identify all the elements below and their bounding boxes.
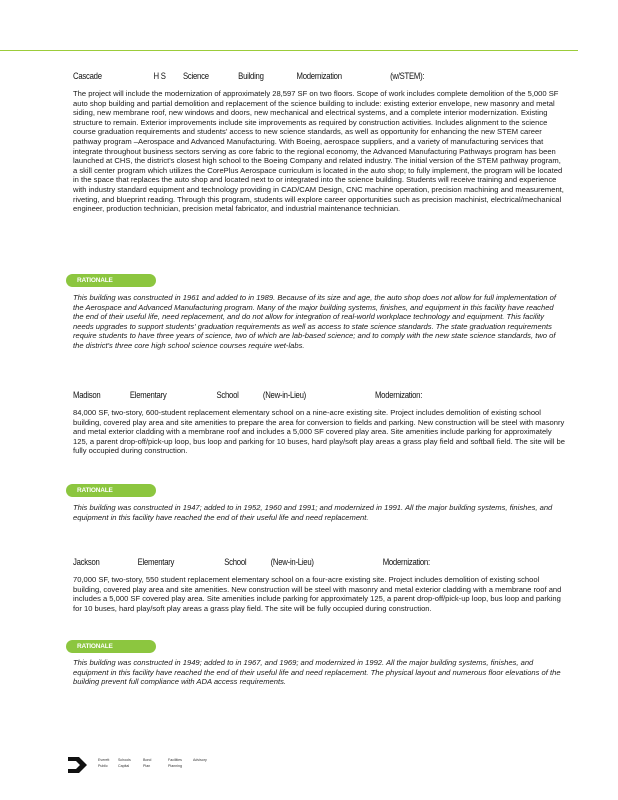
section-heading (73, 71, 496, 83)
section-jackson (73, 557, 565, 613)
footer-col-5 (193, 757, 207, 763)
heading-word: Building (238, 71, 264, 81)
footer-text: Everett (98, 758, 110, 762)
section-heading (73, 390, 496, 402)
footer-text: Plan (143, 764, 151, 768)
footer-text: Schools (118, 758, 131, 762)
district-logo-icon (67, 756, 89, 774)
rationale-badge: RATIONALE (66, 484, 156, 497)
rationale-badge: RATIONALE (66, 640, 156, 653)
section-madison (73, 390, 565, 456)
heading-word: Jackson (73, 557, 100, 567)
heading-word: (w/STEM): (390, 71, 425, 81)
heading-word: Elementary (137, 557, 175, 567)
heading-word: Modernization (296, 71, 342, 81)
heading-word: Science (183, 71, 209, 81)
section-body: 70,000 SF, two-story, 550 student replacement elementary school on a four-acre existing site. Project includes demolition of existing school building, covered play area and site amenities. New construction will be steel with masonry and metal exterior cladding with a membrane roof and includes a 5,000 SF covered play area. Site amenities include parking for approximately 125, a parent drop-off/pick-up loop, bus loop and parking for 10 buses, hard play/soft play areas a grass play field. The site will be fully occupied during construction. (73, 575, 562, 613)
heading-word: (New-in-Lieu) (262, 390, 306, 400)
footer-col-3 (143, 757, 151, 769)
rationale-text: This building was constructed in 1947; added to in 1952, 1960 and 1991; and modernized in 1991. All the major building systems, finishes, and equipment in this facility have reached the end of their useful life and need replacement. (73, 503, 553, 522)
section-cascade (73, 71, 565, 214)
footer-col-2 (118, 757, 131, 769)
heading-word: Modernization: (374, 390, 423, 400)
heading-word: School (224, 557, 247, 567)
heading-word: Madison (73, 390, 101, 400)
section-body: The project will include the modernization of approximately 28,597 SF on two floors. Scope of work includes complete demolition of the 5,000 SF auto shop building and partial demolition and replacement of the science building to include: existing exterior envelope, new masonry and metal siding, new membrane roof, new windows and doors, new mechanical and electrical systems, and a complete interior modernization. Existing structure to remain. Exterior improvements include site improvements as required by construction activities. Includes alignment to the science course graduation requirements and students' access to new science standards, as well as opportunity for enhancing the new STEM career pathway program –Aerospace and Advanced Manufacturing. With Boeing, aerospace suppliers, and a variety of manufacturing services that integrate throughout business sectors serving as core fabric to the regional economy, the Advanced Manufacturing Pathways program has been launched at CHS, the district's closest high school to the Boeing Company and related industry. The initial version of the STEM pathway program, a skill center program which utilizes the CorePlus Aerospace curriculum is located in the auto shop; to fully implement, the program will be located in the space that replaces the auto shop and located next to or integrated into the science building. Students will receive training and experience with industry standard equipment and technology providing in CAD/CAM Design, CNC machine operation, precision machining and measurement, riveting, and blueprint reading. Through this program, students will explore career opportunities such as precision machinist, electrical/mechanical engineer, production technician, precision metal fabricator, and industrial maintenance technician. (73, 89, 564, 214)
heading-word: H S (153, 71, 166, 81)
footer-text: Advisory (193, 758, 207, 762)
footer-col-4 (168, 757, 182, 769)
rationale-badge: RATIONALE (66, 274, 156, 287)
top-rule (0, 50, 578, 51)
footer-text: Planning (168, 764, 182, 768)
footer-text: Public (98, 764, 108, 768)
section-heading (73, 557, 496, 569)
rationale-text: This building was constructed in 1961 and added to in 1989. Because of its size and age, the auto shop does not allow for full implementation of the Aerospace and Advanced Manufacturing program. Many of the major building systems, finishes, and equipment in this facility have reached the end of their useful life, need replacement, and do not allow for integration of real-world workplace technology and equipment. This facility needs upgrades to support students' graduation requirements as well as access to state science standards. The state graduation requirements require students to have three years of science, two of which are lab-based science; and to comply with the new state science standards, two of the district's three core high school science courses require wet-labs. (73, 293, 556, 350)
heading-word: Modernization: (382, 557, 430, 567)
footer-text: Bond (143, 758, 152, 762)
heading-word: School (216, 390, 239, 400)
rationale-text: This building was constructed in 1949; added to in 1967, and 1969; and modernized in 1992. All the major building systems, finishes, and equipment in this facility have reached the end of their useful life and need replacement. The physical layout and numerous floor elevations of the building prevent full compliance with ADA access requirements. (73, 658, 561, 687)
footer-col-1 (98, 757, 109, 769)
footer-text: Capital (118, 764, 130, 768)
heading-word: Cascade (73, 71, 102, 81)
heading-word: Elementary (129, 390, 167, 400)
heading-word: (New-in-Lieu) (270, 557, 314, 567)
section-body: 84,000 SF, two-story, 600-student replacement elementary school on a nine-acre existing site. Project includes demolition of existing school building, covered play area and site amenities to prepare the area for conversion to fields and parking. New construction will be steel with masonry and metal exterior cladding with a membrane roof and includes a 5,000 SF covered play area. Site amenities include parking for approximately 125, a parent drop-off/pick-up loop, bus loop and parking for 10 buses, hard play/soft play areas a grass play field and softball field. The site will be fully occupied during construction. (73, 408, 565, 456)
footer-text: Facilities (168, 758, 182, 762)
